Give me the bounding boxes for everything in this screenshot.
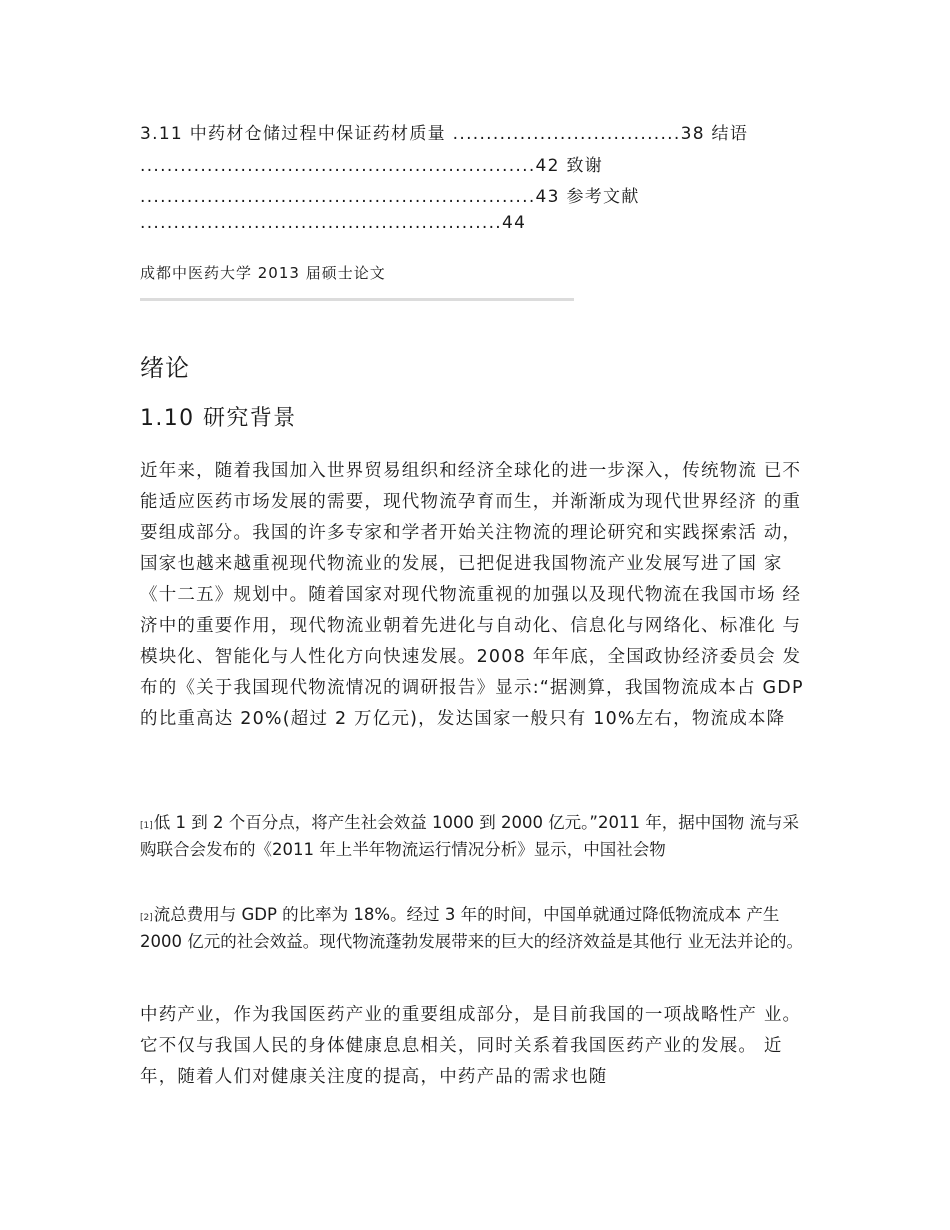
running-head: 成都中医药大学 2013 届硕士论文 <box>140 264 386 282</box>
citation-marker: [1] <box>140 821 153 831</box>
chapter-title: 绪论 <box>140 354 190 382</box>
toc-line: ...........................................................42 致谢 <box>140 156 604 176</box>
body-paragraph <box>140 811 812 862</box>
paragraph-text: 低 1 到 2 个百分点，将产生社会效益 1000 到 2000 亿元。”2011 年，据中国物 流与采购联合会发布的《2011 年上半年物流运行情况分析》显示，中国社会物 <box>140 813 799 859</box>
citation-marker: [2] <box>140 913 153 923</box>
body-paragraph: 中药产业，作为我国医药产业的重要组成部分，是目前我国的一项战略性产 业。它不仅与我国人民的身体健康息息相关，同时关系着我国医药产业的发展。 近年，随着人们对健康关注度的提高，中药产品的需求也随 <box>140 1005 802 1087</box>
body-paragraph: 近年来，随着我国加入世界贸易组织和经济全球化的进一步深入，传统物流 已不能适应医药市场发展的需要，现代物流孕育而生，并渐渐成为现代世界经济 的重要组成部分。我国的许多专家和学者开始关注物流的理论研究和实践探索活 动，国家也越来越重视现代物流业的发展，已把促进我国物流产业发展写进了国 家《十二五》规划中。随着国家对现代物流重视的加强以及现代物流在我国市场 经济中的重要作用，现代物流业朝着先进化与自动化、信息化与网络化、标准化 与模块化、智能化与人性化方向快速发展。2008 年年底，全国政协经济委员会 发布的《关于我国现代物流情况的调研报告》显示:“据测算，我国物流成本占 GDP 的比重高达 20%(超过 2 万亿元)，发达国家一般只有 10%左右，物流成本降 <box>140 461 804 729</box>
body-paragraph <box>140 903 812 954</box>
toc-line: 3.11 中药材仓储过程中保证药材质量 ..................................38 结语 <box>140 124 749 144</box>
section-title: 1.10 研究背景 <box>140 406 297 431</box>
header-divider <box>140 298 574 301</box>
toc-line: ...........................................................43 参考文献 <box>140 187 640 207</box>
paragraph-text: 流总费用与 GDP 的比率为 18%。经过 3 年的时间，中国单就通过降低物流成本 产生 2000 亿元的社会效益。现代物流蓬勃发展带来的巨大的经济效益是其他行 业无法并论的。 <box>140 905 803 951</box>
toc-line: ......................................................44 <box>140 213 527 233</box>
